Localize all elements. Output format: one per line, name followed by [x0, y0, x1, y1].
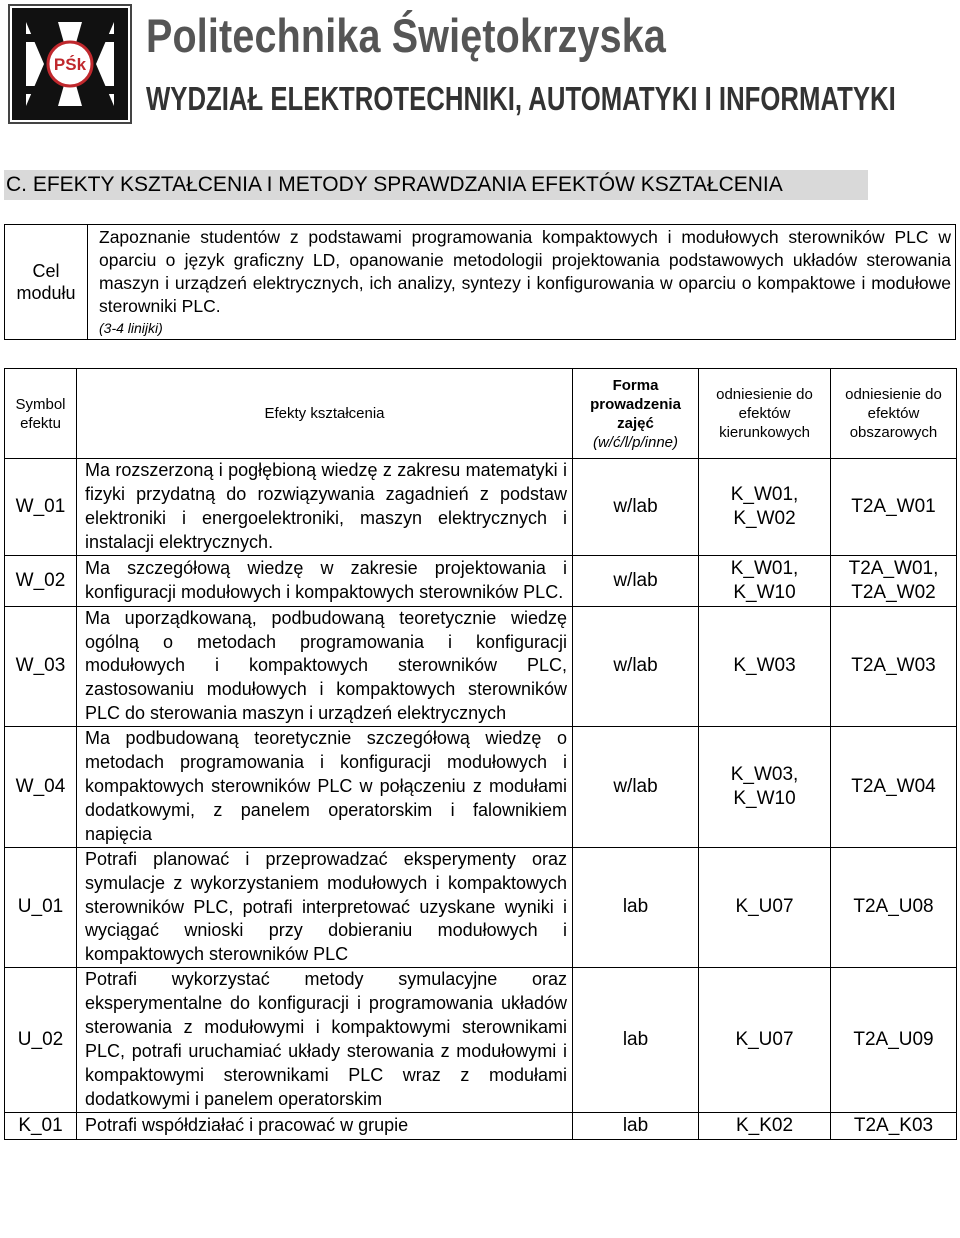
- effect-form-text: w/lab: [613, 569, 658, 591]
- effect-direction-ref: [699, 459, 831, 556]
- effect-description: [77, 968, 573, 1112]
- effect-description-text: Ma uporządkowaną, podbudowaną teoretycznie wiedzę ogólną o metodach programowania i konfiguracji modułowych i kompaktowych sterowników PLC, zastosowaniu modułowych i kompaktowych sterowników PLC do sterowania maszyn i urządzeń elektrycznych: [85, 607, 567, 724]
- effect-area-ref-text: T2A_W04: [851, 775, 936, 797]
- table-row: [5, 847, 957, 968]
- effect-symbol-text: U_02: [17, 1028, 64, 1050]
- effect-form: [573, 968, 699, 1112]
- effect-form-text: lab: [622, 1028, 649, 1050]
- effect-description-text: Ma szczegółową wiedzę w zakresie projektowania i konfiguracji modułowych i kompaktowych sterowników PLC.: [85, 557, 567, 602]
- effect-area-ref-text: T2A_U09: [853, 1028, 934, 1050]
- effect-area-ref: [831, 606, 957, 727]
- effect-symbol-text: U_01: [17, 896, 64, 918]
- header-symbol: Symbol efektu: [5, 369, 77, 459]
- effect-form: [573, 555, 699, 606]
- module-goal-table: [4, 224, 956, 340]
- module-goal-row: [5, 225, 956, 340]
- table-row: [5, 459, 957, 556]
- effect-area-ref-text: T2A_U08: [853, 896, 934, 918]
- effect-form-text: w/lab: [613, 655, 658, 677]
- effect-form: [573, 847, 699, 968]
- faculty-name: WYDZIAŁ ELEKTROTECHNIKI, AUTOMATYKI I INFORMATYKI: [146, 80, 896, 117]
- table-row: [5, 606, 957, 727]
- effect-direction-ref-text: K_W03: [733, 655, 796, 677]
- effect-direction-ref: [699, 606, 831, 727]
- module-goal-text: Zapoznanie studentów z podstawami programowania kompaktowych i modułowych sterowników PLC w oparciu o język graficzny LD, opanowanie metodologii projektowania podstawowych układów sterowania maszyn i urządzeń elektrycznych, ich analizy, syntezy i konfigurowania w oparciu o kompaktowe i modułowe sterowniki PLC.: [99, 227, 951, 316]
- effect-form: [573, 1112, 699, 1139]
- effect-direction-ref-text: K_U07: [735, 896, 794, 918]
- section-heading: C. EFEKTY KSZTAŁCENIA I METODY SPRAWDZANIA EFEKTÓW KSZTAŁCENIA: [4, 170, 868, 200]
- effect-direction-ref-text: K_U07: [735, 1028, 794, 1050]
- effect-direction-ref: [699, 1112, 831, 1139]
- table-header-row: [5, 369, 957, 459]
- effect-description: [77, 459, 573, 556]
- effect-description-text: Ma podbudowaną teoretycznie szczegółową wiedzę o metodach programowania i konfiguracji modułowych i kompaktowych sterowników PLC w połączeniu z modułami dodatkowymi, z panelem operatorskim i falownikiem napięcia: [85, 728, 567, 844]
- table-row: [5, 555, 957, 606]
- effect-direction-ref: [699, 727, 831, 848]
- goal-label-line1: Cel: [32, 261, 60, 281]
- effect-description-text: Potrafi współdziałać i pracować w grupie: [85, 1114, 409, 1135]
- effect-direction-ref: [699, 847, 831, 968]
- effect-symbol: [5, 727, 77, 848]
- effect-symbol: [5, 606, 77, 727]
- effect-direction-ref: [699, 555, 831, 606]
- effect-direction-ref-text: K_K02: [735, 1114, 794, 1136]
- university-name: Politechnika Świętokrzyska: [146, 9, 667, 62]
- header-form-legend: (w/ć/l/p/inne): [592, 433, 679, 451]
- header-area: odniesienie do efektów obszarowych: [831, 369, 957, 459]
- effect-description: [77, 1112, 573, 1139]
- effect-area-ref-text: T2A_W02: [851, 581, 936, 603]
- effect-form: [573, 459, 699, 556]
- effect-description: [77, 847, 573, 968]
- effect-symbol-text: K_01: [18, 1114, 63, 1136]
- header-effects: Efekty kształcenia: [77, 369, 573, 459]
- table-row: [5, 1112, 957, 1139]
- table-row: [5, 968, 957, 1112]
- effect-area-ref: [831, 968, 957, 1112]
- logo-emblem-icon: [8, 4, 132, 124]
- effect-symbol-text: W_01: [15, 495, 66, 517]
- effect-area-ref-text: T2A_W01: [851, 495, 936, 517]
- effect-direction-ref: [699, 968, 831, 1112]
- effect-direction-ref-text: K_W10: [733, 787, 796, 809]
- effect-form: [573, 606, 699, 727]
- effect-form-text: w/lab: [613, 775, 658, 797]
- effect-symbol: [5, 459, 77, 556]
- module-goal-text-cell: [88, 225, 956, 340]
- effect-area-ref: [831, 555, 957, 606]
- effect-symbol: [5, 555, 77, 606]
- effect-description-text: Potrafi planować i przeprowadzać eksperymenty oraz symulacje z wykorzystaniem modułowych i kompaktowych sterowników PLC, potrafi interpretować uzyskane wyniki i wyciągać wnioski przy dobieraniu modułowych i kompaktowych sterowników PLC: [85, 848, 567, 965]
- logo-text: PŚk: [53, 55, 87, 74]
- effect-description-text: Potrafi wykorzystać metody symulacyjne oraz eksperymentalne do konfiguracji i programowania układów sterowania z modułowymi i kompaktowymi sterownikami PLC, potrafi uruchamiać układy sterowania z modułowymi i kompaktowymi sterownikami PLC wraz z modułami dodatkowymi i panelem operatorskim: [85, 969, 567, 1109]
- effect-form-text: lab: [622, 896, 649, 918]
- effect-symbol-text: W_03: [15, 655, 66, 677]
- header-direction: odniesienie do efektów kierunkowych: [699, 369, 831, 459]
- effect-form-text: w/lab: [613, 495, 658, 517]
- goal-label-line2: modułu: [16, 283, 76, 303]
- effect-area-ref: [831, 847, 957, 968]
- module-goal-note: (3-4 linijki): [99, 320, 163, 336]
- effect-area-ref: [831, 1112, 957, 1139]
- page-header: [0, 0, 960, 130]
- effect-area-ref: [831, 727, 957, 848]
- table-row: [5, 727, 957, 848]
- effect-direction-ref-text: K_W02: [733, 507, 796, 529]
- effect-symbol: [5, 1112, 77, 1139]
- effect-symbol-text: W_02: [15, 569, 66, 591]
- effect-description: [77, 606, 573, 727]
- university-logo: [8, 4, 132, 124]
- effect-description: [77, 555, 573, 606]
- effect-direction-ref-text: K_W10: [733, 581, 796, 603]
- effect-description-text: Ma rozszerzoną i pogłębioną wiedzę z zakresu matematyki i fizyki przydatną do rozwiązywania zagadnień z podstaw elektroniki i energoelektroniki, maszyn elektrycznych i instalacji elektrycznych.: [85, 460, 567, 552]
- effect-symbol: [5, 847, 77, 968]
- effect-symbol: [5, 968, 77, 1112]
- effect-form: [573, 727, 699, 848]
- effect-direction-ref-text: K_W03,: [730, 763, 799, 785]
- effect-area-ref-text: T2A_K03: [853, 1114, 934, 1136]
- module-goal-label: [5, 225, 88, 340]
- effect-description: [77, 727, 573, 848]
- effect-form-text: lab: [622, 1114, 649, 1136]
- effect-area-ref: [831, 459, 957, 556]
- effect-area-ref-text: T2A_W03: [851, 655, 936, 677]
- header-form: [573, 369, 699, 459]
- learning-outcomes-table: [4, 368, 957, 1140]
- effect-direction-ref-text: K_W01,: [730, 483, 799, 505]
- effect-area-ref-text: T2A_W01,: [848, 557, 939, 579]
- effect-symbol-text: W_04: [15, 775, 66, 797]
- header-form-title: Forma prowadzenia zajęć: [590, 376, 681, 432]
- effect-direction-ref-text: K_W01,: [730, 557, 799, 579]
